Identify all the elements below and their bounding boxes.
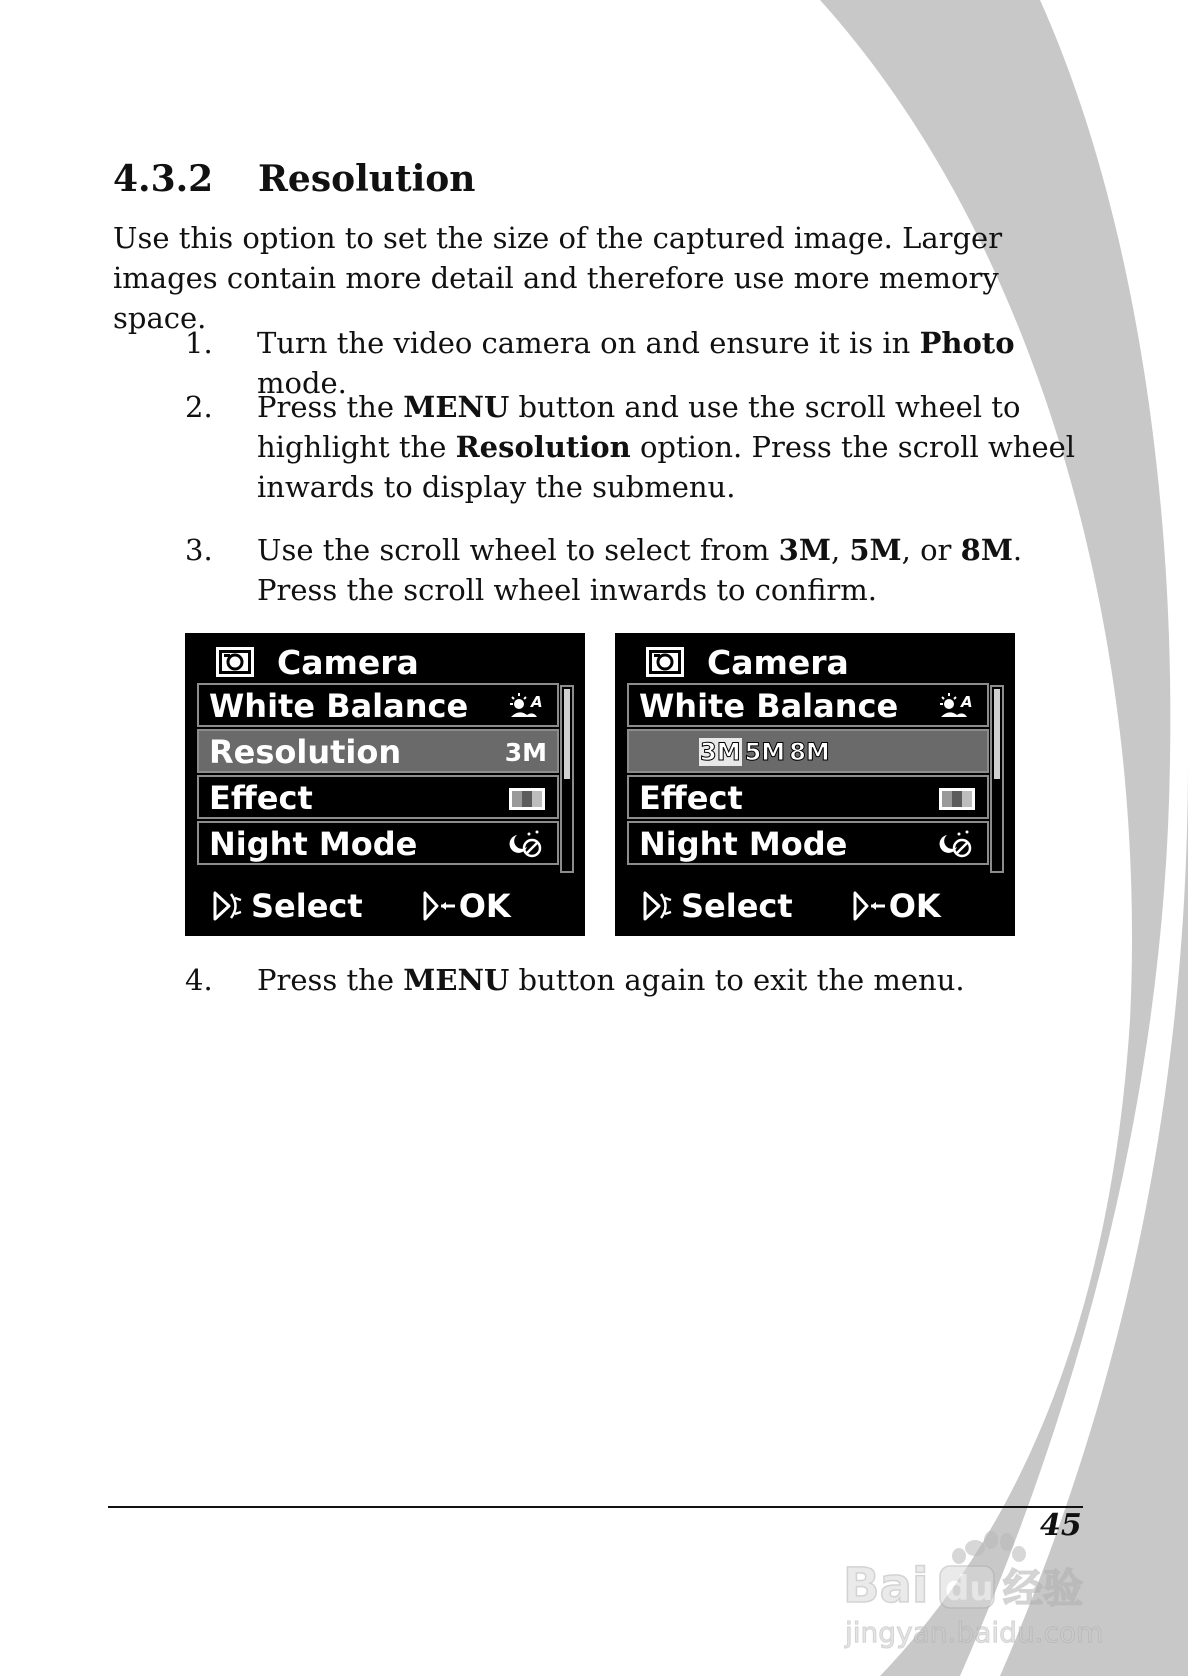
- sun-auto-icon: [507, 691, 547, 721]
- menu-item-white-balance[interactable]: [627, 683, 989, 727]
- camera-title-bar: [645, 641, 849, 683]
- step-text-run: Press the: [257, 963, 404, 997]
- step-emphasis: 8M: [960, 533, 1013, 567]
- step-emphasis: Resolution: [455, 430, 631, 464]
- footer-select-label: Select: [251, 887, 363, 925]
- scrollbar-thumb[interactable]: [994, 689, 1000, 779]
- step-emphasis: MENU: [403, 963, 510, 997]
- footer-ok-label: OK: [888, 887, 941, 925]
- step-number: 1.: [185, 326, 213, 360]
- press-ok-icon: [421, 890, 457, 922]
- press-ok-icon: [851, 890, 887, 922]
- menu-item-white-balance[interactable]: [197, 683, 559, 727]
- step-text-run: Use the scroll wheel to select from: [257, 533, 779, 567]
- step-text-run: ,: [830, 533, 850, 567]
- step-text-run: . Press the scroll wheel inwards to confirm.: [257, 533, 1023, 607]
- camera-menu-screen-left: [185, 633, 585, 936]
- resolution-option-5m[interactable]: 5M: [744, 738, 786, 766]
- menu-list: [625, 683, 1007, 875]
- resolution-options: [699, 738, 831, 766]
- scrollbar-thumb[interactable]: [564, 689, 570, 779]
- camera-title: Camera: [707, 642, 849, 682]
- menu-item-night-mode[interactable]: [197, 821, 559, 865]
- step-text-run: Turn the video camera on and ensure it is in: [257, 326, 920, 360]
- svg-text:A: A: [531, 693, 543, 711]
- section-title: Resolution: [258, 158, 476, 200]
- step-text: [257, 960, 1077, 1000]
- effect-swatch-icon: [507, 783, 547, 813]
- step-text-run: Press the: [257, 390, 404, 424]
- intro-paragraph: Use this option to set the size of the captured image. Larger images contain more detail and therefore use more memory space.: [113, 221, 1003, 335]
- page-number: 45: [1040, 1508, 1082, 1543]
- scrollbar[interactable]: [560, 685, 574, 873]
- menu-footer: [641, 886, 941, 926]
- step-number: 3.: [185, 533, 213, 567]
- menu-item-label: Night Mode: [639, 825, 848, 863]
- baidu-jingyan-watermark: [835, 1500, 1115, 1650]
- resolution-value: 3M: [504, 738, 547, 767]
- menu-item-label: Resolution: [209, 733, 402, 771]
- menu-item-label: Night Mode: [209, 825, 418, 863]
- step-emphasis: 3M: [778, 533, 831, 567]
- step-text-run: button and use the scroll wheel to highlight the: [257, 390, 1021, 464]
- menu-item-night-mode[interactable]: [627, 821, 989, 865]
- menu-item-label: Effect: [639, 779, 743, 817]
- menu-item-effect[interactable]: [627, 775, 989, 819]
- step-emphasis: Photo: [919, 326, 1015, 360]
- night-off-icon: [507, 829, 547, 859]
- sun-auto-icon: [937, 691, 977, 721]
- resolution-option-3m[interactable]: 3M: [700, 738, 741, 766]
- resolution-submenu: [627, 729, 989, 773]
- footer-select-label: Select: [681, 887, 793, 925]
- menu-item-resolution[interactable]: [197, 729, 559, 773]
- step-emphasis: MENU: [403, 390, 510, 424]
- scrollbar[interactable]: [990, 685, 1004, 873]
- menu-item-effect[interactable]: [197, 775, 559, 819]
- camera-title: Camera: [277, 642, 419, 682]
- step-text-run: , or: [901, 533, 961, 567]
- step-number: 4.: [185, 963, 213, 997]
- footer-ok-label: OK: [458, 887, 511, 925]
- step-text-run: option. Press the scroll wheel inwards to display the submenu.: [257, 430, 1076, 504]
- step-emphasis: 5M: [849, 533, 902, 567]
- menu-footer: [211, 886, 511, 926]
- step-text: [257, 387, 1077, 507]
- svg-text:Bai: Bai: [843, 1558, 929, 1614]
- step-text-run: button again to exit the menu.: [509, 963, 965, 997]
- svg-text:jingyan.baidu.com: jingyan.baidu.com: [845, 1616, 1104, 1649]
- scroll-wheel-icon: [641, 890, 675, 922]
- menu-item-label: White Balance: [639, 687, 899, 725]
- section-heading: [113, 158, 475, 200]
- svg-text:经验: 经验: [1003, 1566, 1083, 1612]
- resolution-option-8m[interactable]: 8M: [789, 738, 830, 766]
- step-number: 2.: [185, 390, 213, 424]
- section-number: 4.3.2: [113, 158, 214, 200]
- svg-text:A: A: [961, 693, 973, 711]
- camera-mode-icon: [645, 646, 685, 678]
- scroll-wheel-icon: [211, 890, 245, 922]
- step-text-run: mode.: [257, 366, 347, 400]
- camera-mode-icon: [215, 646, 255, 678]
- menu-item-label: Effect: [209, 779, 313, 817]
- camera-title-bar: [215, 641, 419, 683]
- menu-list: [195, 683, 577, 875]
- night-off-icon: [937, 829, 977, 859]
- step-text: [257, 530, 1077, 610]
- svg-text:du: du: [945, 1569, 994, 1609]
- camera-menu-screen-right: [615, 633, 1015, 936]
- menu-item-label: White Balance: [209, 687, 469, 725]
- effect-swatch-icon: [937, 783, 977, 813]
